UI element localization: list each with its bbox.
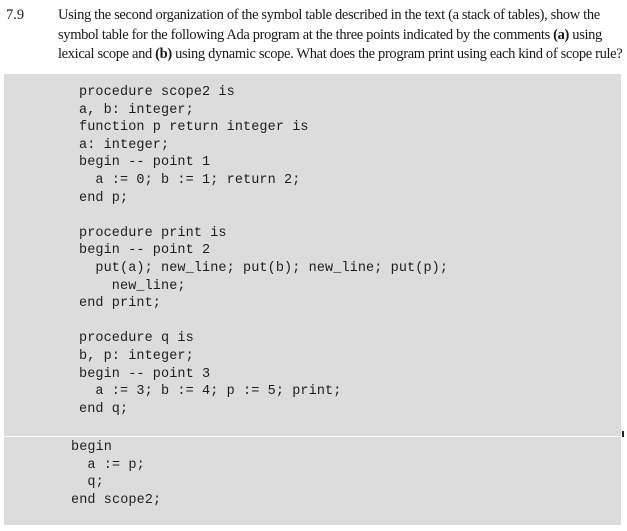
code-line: a := p; <box>71 457 145 473</box>
bold-label: (b) <box>155 46 172 62</box>
code-line: new_line; <box>79 278 186 294</box>
text-run: using <box>569 26 602 43</box>
exercise-text <box>58 6 624 65</box>
code-line: function p return integer is <box>79 120 309 136</box>
code-line: a := 3; b := 4; p := 5; print; <box>79 384 342 400</box>
code-line: procedure scope2 is <box>79 85 235 100</box>
code-listing-bottom-panel <box>4 437 621 525</box>
exercise-number: 7.9 <box>6 7 25 23</box>
code-line: a, b: integer; <box>79 102 194 118</box>
text-run: using dynamic scope. What does the program print using each kind of scope rule? <box>171 46 623 62</box>
code-line: procedure print is <box>79 225 227 241</box>
code-listing-top-panel <box>4 74 621 436</box>
text-run: Using the second organization of the symbol table described in the text (a stack of tables), show the <box>58 7 600 23</box>
exercise-text-line <box>58 6 624 26</box>
code-line: end scope2; <box>71 492 162 508</box>
text-run: lexical scope and <box>58 46 156 62</box>
code-line: a: integer; <box>79 137 170 153</box>
code-line: q; <box>71 475 104 491</box>
code-line: end q; <box>79 401 129 417</box>
code-line: begin -- point 2 <box>79 243 211 259</box>
margin-mark <box>622 431 624 437</box>
code-line: begin -- point 3 <box>79 366 211 382</box>
code-line: procedure q is <box>79 331 194 347</box>
code-line: end p; <box>79 190 129 206</box>
code-line: end print; <box>79 296 162 312</box>
exercise-text-line <box>58 26 624 46</box>
code-line: begin -- point 1 <box>79 155 211 171</box>
code-line: begin <box>71 440 113 455</box>
bold-label: (a) <box>553 26 570 43</box>
code-line: a := 0; b := 1; return 2; <box>79 173 301 188</box>
code-line: b, p: integer; <box>79 349 194 364</box>
exercise-text-line <box>58 45 624 65</box>
text-run: symbol table for the following Ada program at the three points indicated by the comments <box>58 26 554 43</box>
code-line: put(a); new_line; put(b); new_line; put(p); <box>79 261 449 276</box>
